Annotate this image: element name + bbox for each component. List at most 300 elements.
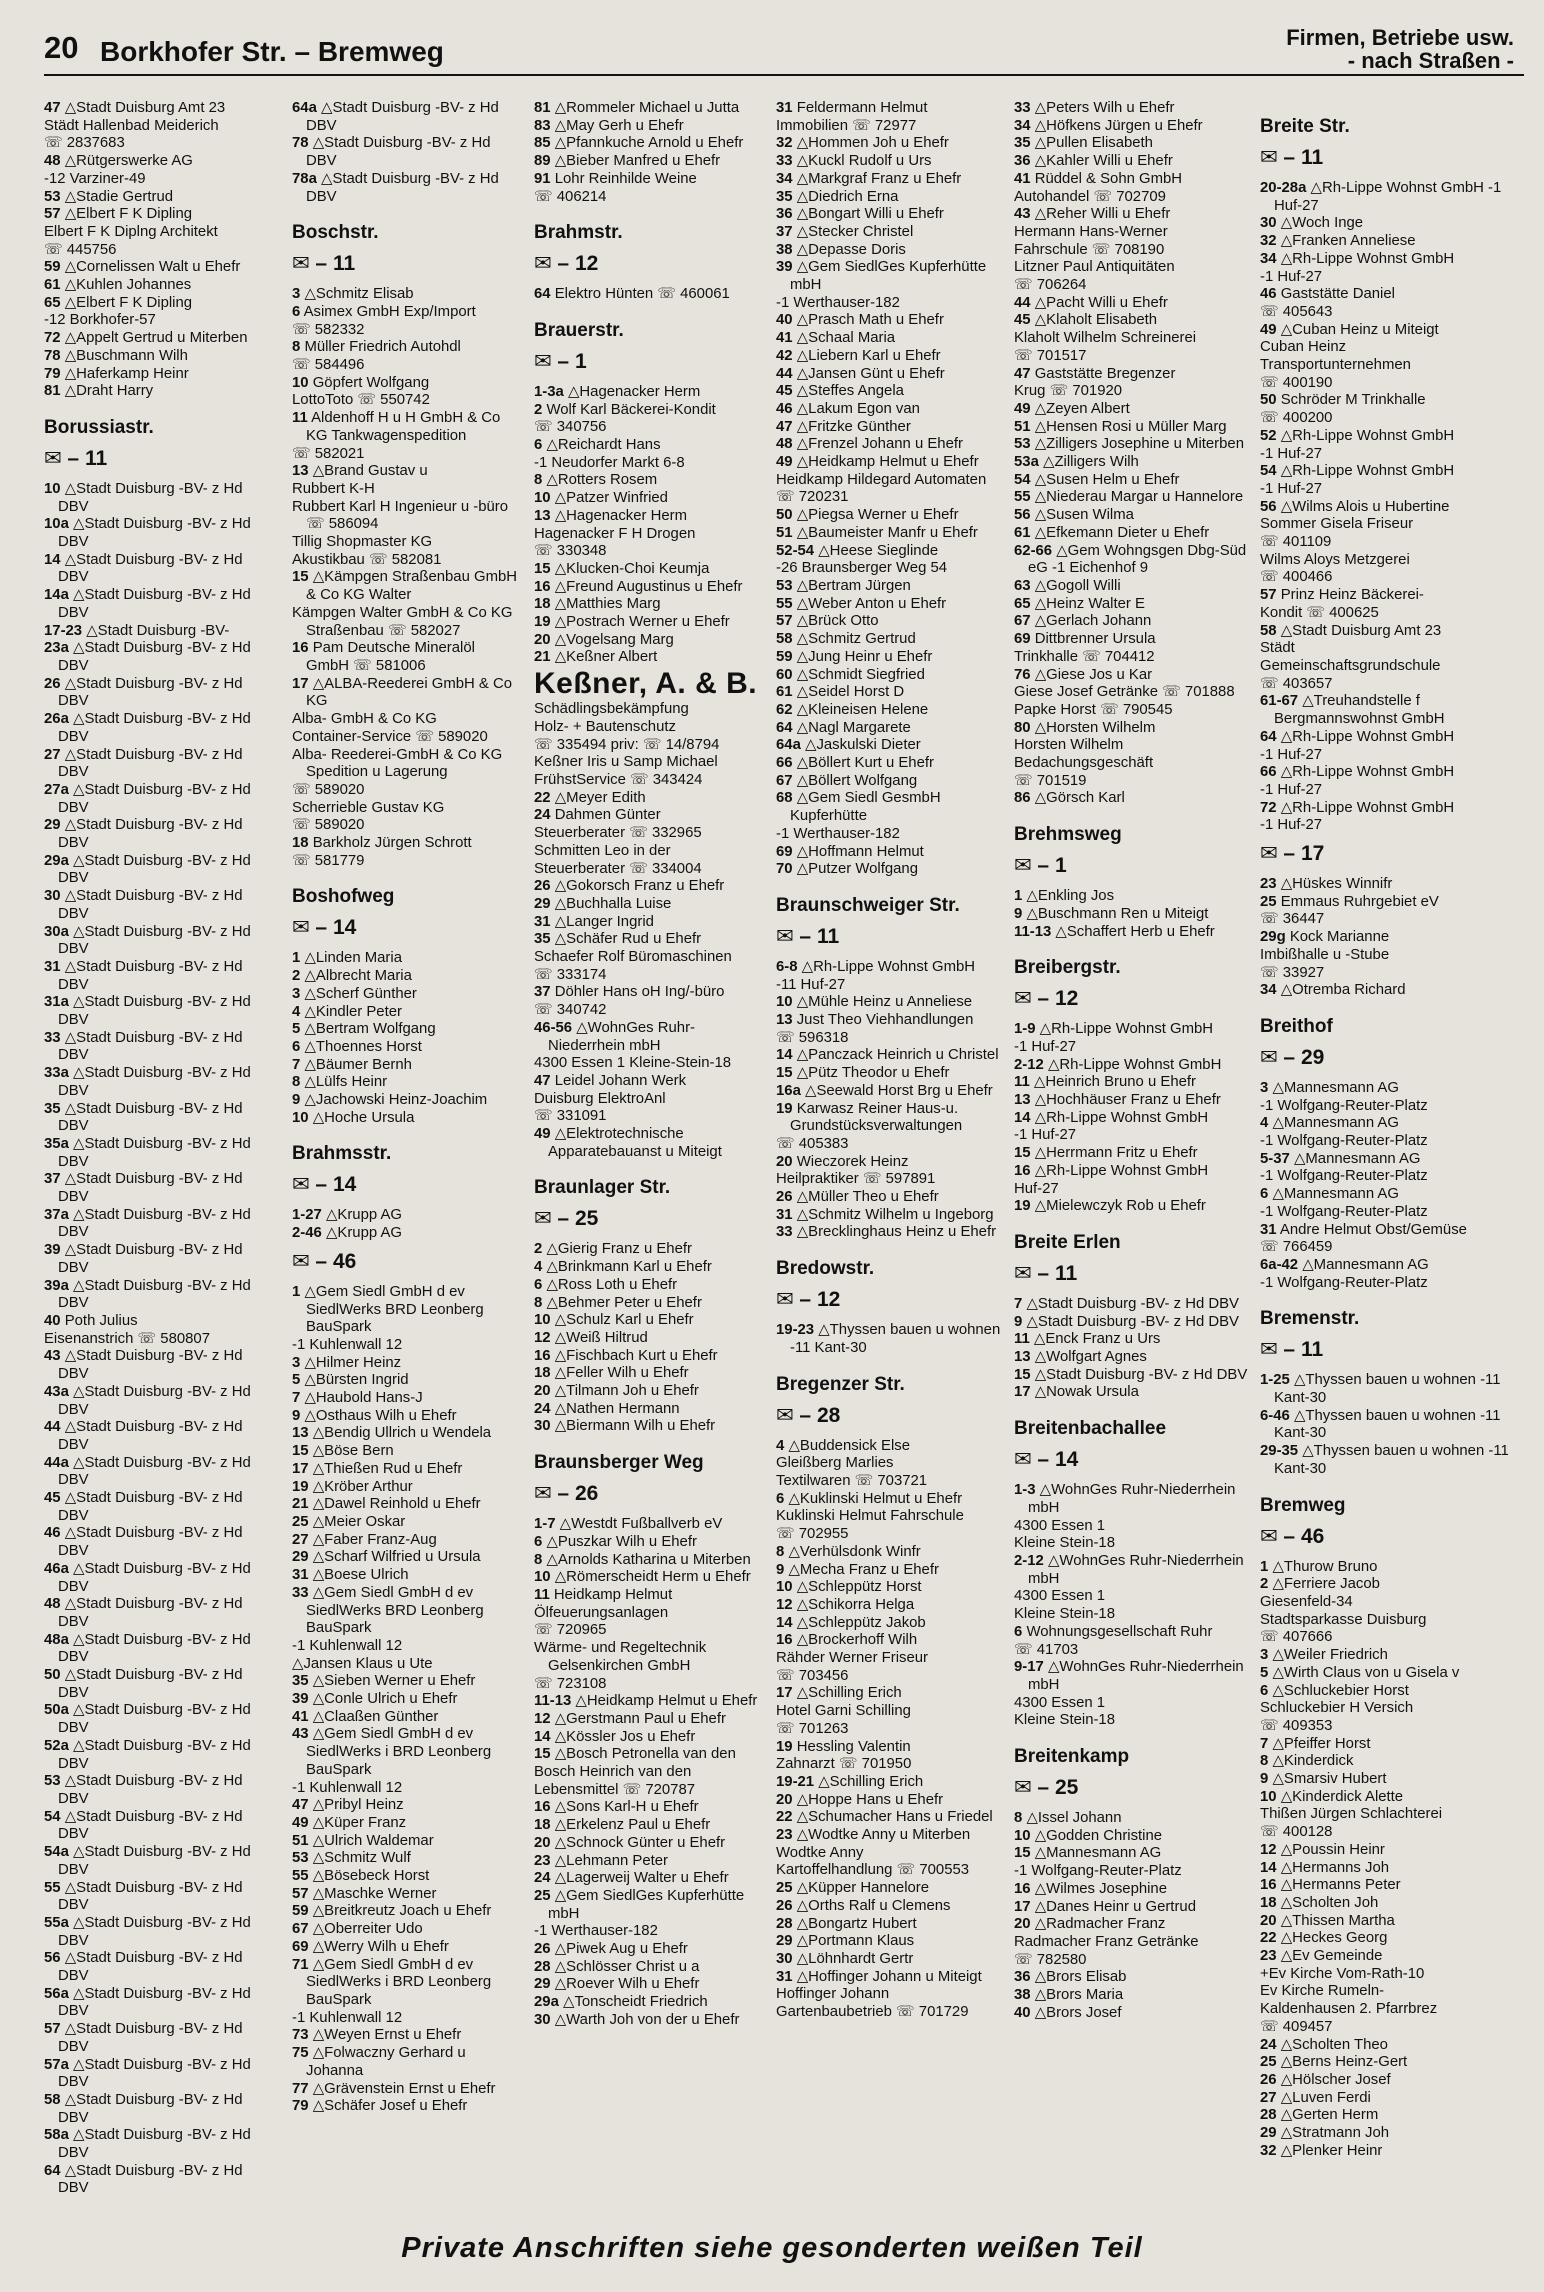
postal-district: ✉ – 14 [292, 1173, 357, 1197]
house-number: 15 [292, 569, 309, 586]
directory-entry [44, 924, 272, 959]
house-number: 43 [1014, 206, 1031, 223]
house-number: 78a [292, 170, 317, 187]
entry-text: Keßner Iris u Samp Michael [534, 754, 718, 771]
directory-entry [534, 1365, 766, 1383]
entry-text: △Lülfs Heinr [304, 1074, 388, 1091]
entry-text: △Stadt Duisburg -BV- z Hd DBV [58, 1596, 243, 1630]
entry-text: Hermann Hans-Werner [1014, 223, 1168, 240]
house-number: 39 [292, 1691, 309, 1708]
directory-entry [292, 1039, 518, 1057]
directory-entry [1260, 516, 1524, 534]
directory-entry [1014, 543, 1258, 578]
entry-text: △Efkemann Dieter u Ehefr [1034, 524, 1210, 541]
directory-entry [292, 1903, 518, 1921]
directory-entry [534, 1569, 766, 1587]
directory-entry [1014, 790, 1258, 808]
directory-entry [292, 1815, 518, 1833]
directory-entry [292, 1207, 518, 1225]
directory-entry [292, 1638, 518, 1656]
directory-columns [44, 100, 1524, 2208]
directory-entry [1260, 215, 1524, 233]
directory-entry [292, 1850, 518, 1868]
directory-entry [776, 977, 1014, 995]
directory-entry [44, 100, 272, 118]
entry-text: △Brecklinghaus Heinz u Ehefr [796, 1224, 997, 1241]
house-number: 47 [534, 1072, 551, 1089]
entry-text: △Wilmes Josephine [1034, 1880, 1167, 1897]
directory-entry [1014, 924, 1258, 942]
directory-entry [292, 782, 518, 800]
directory-entry [534, 1418, 766, 1436]
directory-entry [776, 1986, 1014, 2004]
house-number: 57 [1260, 587, 1277, 604]
house-number: 6a-42 [1260, 1256, 1299, 1273]
entry-text: ☏ 401109 [1260, 534, 1332, 551]
house-number: 43 [44, 1348, 61, 1365]
entry-text: △Maschke Werner [312, 1885, 437, 1902]
entry-text: Just Theo Viehhandlungen [796, 1012, 974, 1029]
house-number: 29 [44, 817, 61, 834]
directory-entry [776, 1455, 1014, 1473]
house-number: 23 [1260, 876, 1277, 893]
directory-entry [44, 206, 272, 224]
house-number: 11 [1014, 1331, 1030, 1348]
house-number: 22 [1260, 1930, 1277, 1947]
directory-entry [1260, 965, 1524, 983]
house-number: 66 [776, 755, 793, 772]
entry-text: Bosch Heinrich van den [534, 1764, 692, 1781]
directory-entry [292, 676, 518, 711]
entry-text: △Westdt Fußballverb eV [559, 1516, 723, 1533]
directory-entry [1014, 755, 1258, 773]
entry-text: △Stadt Duisburg -BV- z Hd DBV [58, 1914, 251, 1949]
entry-text: △Radmacher Franz [1034, 1916, 1166, 1933]
directory-entry [44, 1950, 272, 1985]
house-number: 8 [1014, 1810, 1023, 1827]
entry-text: △Brockerhoff Wilh [796, 1632, 918, 1649]
entry-text: △Schilling Erich [818, 1773, 924, 1790]
house-number: 8 [534, 1294, 543, 1311]
entry-text: ☏ 720965 [534, 1622, 607, 1639]
house-number: 27 [292, 1531, 309, 1548]
directory-entry [534, 384, 766, 402]
entry-text: △Conle Ulrich u Ehefr [312, 1691, 458, 1708]
directory-entry [44, 1773, 272, 1808]
directory-entry [776, 1916, 1014, 1934]
directory-entry [1014, 189, 1258, 207]
entry-text: △Schmitz Wilhelm u Ingeborg [796, 1206, 994, 1223]
entry-text: -1 Kuhlenwall 12 [292, 1336, 403, 1353]
entry-text: △Herrmann Fritz u Ehefr [1034, 1145, 1198, 1162]
entry-text: △Hölscher Josef [1280, 2071, 1391, 2088]
directory-entry [44, 1242, 272, 1277]
house-number: 30 [776, 1950, 793, 1967]
house-number: 17 [1014, 1898, 1031, 1915]
house-number: 10 [534, 490, 551, 507]
directory-entry [534, 1853, 766, 1871]
entry-text: Dittbrenner Ursula [1034, 631, 1156, 648]
directory-entry [1014, 1899, 1258, 1917]
house-number: 54 [1014, 471, 1031, 488]
directory-entry [534, 1534, 766, 1552]
directory-entry [1014, 1482, 1258, 1517]
directory-entry [534, 772, 766, 790]
directory-entry [776, 1136, 1014, 1154]
entry-text: △Bösebeck Horst [312, 1868, 430, 1885]
entry-text: △Hoppe Hans u Ehefr [796, 1791, 944, 1808]
entry-text: △Mecha Franz u Ehefr [788, 1561, 939, 1578]
directory-entry [1014, 171, 1258, 189]
house-number: 40 [776, 312, 793, 329]
directory-entry [292, 1797, 518, 1815]
postal-district: ✉ – 46 [1260, 1524, 1325, 1548]
house-number: 10 [776, 1579, 793, 1596]
entry-text: ☏ 340742 [534, 1002, 607, 1019]
entry-text: Heidkamp Helmut [553, 1587, 673, 1603]
house-number: 18 [534, 1365, 551, 1382]
entry-text: △Depasse Doris [796, 241, 906, 258]
directory-entry [1014, 330, 1258, 348]
directory-entry [44, 330, 272, 348]
house-number: 53 [292, 1850, 309, 1867]
entry-text: △Lakum Egon van [796, 400, 920, 417]
entry-text: △Stadt Duisburg -BV- z Hd DBV [58, 587, 251, 621]
entry-text: Radmacher Franz Getränke [1014, 1933, 1199, 1950]
directory-entry [534, 701, 766, 719]
entry-text: Giese Josef Getränke ☏ 701888 [1014, 684, 1235, 701]
house-number: 57 [292, 1885, 309, 1902]
entry-text: -1 Wolfgang-Reuter-Platz [1260, 1168, 1428, 1185]
street-heading: Breibergstr. [1014, 957, 1121, 979]
directory-entry [776, 1438, 1014, 1456]
house-number: 57 [44, 206, 61, 223]
house-number: 78 [292, 135, 309, 152]
entry-text: -11 Huf-27 [776, 976, 846, 993]
directory-entry [776, 348, 1014, 366]
directory-entry [776, 419, 1014, 437]
house-number: 47 [1014, 365, 1031, 382]
entry-text: Gemeinschaftsgrundschule [1260, 657, 1441, 674]
entry-text: △Stadt Duisburg -BV- z Hd DBV [58, 888, 243, 922]
house-number: 30 [534, 1418, 551, 1435]
directory-entry [292, 1496, 518, 1514]
house-number: 71 [292, 1956, 309, 1973]
directory-entry [1260, 1612, 1524, 1630]
entry-text: ☏ 701263 [776, 1720, 849, 1737]
directory-entry [1014, 1642, 1258, 1660]
directory-entry [1014, 737, 1258, 755]
house-number: 7 [1260, 1735, 1269, 1752]
house-number: 85 [534, 135, 551, 152]
entry-text: △Seewald Horst Brg u Ehefr [805, 1082, 993, 1099]
house-number: 9 [776, 1561, 785, 1578]
street-heading: Borussiastr. [44, 416, 154, 438]
house-number: 59 [292, 1903, 309, 1920]
directory-entry [776, 1898, 1014, 1916]
directory-entry [776, 436, 1014, 454]
directory-entry [534, 508, 766, 526]
directory-entry [1260, 1133, 1524, 1151]
entry-text: △Verhülsdonk Winfr [788, 1543, 921, 1560]
entry-text: △Patzer Winfried [554, 490, 668, 507]
entry-text: △Stecker Christel [796, 223, 914, 240]
directory-entry [1260, 1115, 1524, 1133]
entry-text: -1 Werthauser-182 [776, 825, 900, 842]
house-number: 24 [1260, 2036, 1277, 2053]
directory-entry [1014, 1881, 1258, 1899]
directory-entry [292, 357, 518, 375]
entry-text: △Weiß Hiltrud [554, 1329, 648, 1346]
entry-text: 4300 Essen 1 Kleine-Stein-18 [534, 1055, 732, 1072]
house-number: 1 [1014, 888, 1023, 905]
postal-district: ✉ – 11 [776, 924, 840, 948]
entry-text: △Oberreiter Udo [312, 1921, 423, 1938]
entry-text: △Rh-Lippe Wohnst GmbH -1 Huf-27 [1274, 180, 1502, 214]
house-number: 13 [534, 507, 551, 524]
house-number: 25 [776, 1880, 793, 1897]
house-number: 37 [776, 223, 793, 240]
house-number: 61-67 [1260, 693, 1299, 710]
directory-entry [534, 1330, 766, 1348]
directory-entry [44, 552, 272, 587]
directory-entry [776, 1224, 1014, 1242]
entry-text: △Hermanns Peter [1280, 1877, 1401, 1894]
directory-entry [1260, 428, 1524, 446]
house-number: 50 [1260, 392, 1277, 409]
entry-text: △Rh-Lippe Wohnst GmbH [1280, 799, 1455, 816]
directory-entry [534, 1799, 766, 1817]
entry-text: △Weyen Ernst u Ehefr [312, 2027, 462, 2044]
directory-entry [534, 153, 766, 171]
directory-entry [1014, 1110, 1258, 1128]
directory-entry [776, 401, 1014, 419]
directory-entry [292, 392, 518, 410]
entry-text: △Claaßen Günther [312, 1708, 439, 1725]
postal-district: ✉ – 11 [292, 252, 356, 276]
directory-entry [534, 100, 766, 118]
entry-text: △Stadt Duisburg -BV- z Hd DBV [58, 923, 251, 958]
house-number: 33a [44, 1065, 69, 1082]
directory-entry [292, 1372, 518, 1390]
street-heading: Breite Str. [1260, 116, 1350, 137]
entry-text: △Hensen Rosi u Müller Marg [1034, 418, 1227, 435]
house-number: 29 [776, 1933, 793, 1950]
entry-text: △Prasch Math u Ehefr [796, 312, 944, 329]
house-number: 10 [534, 1312, 551, 1329]
directory-entry [776, 1933, 1014, 1951]
postal-district: ✉ – 11 [1260, 1338, 1324, 1362]
house-number: 13 [1014, 1092, 1031, 1109]
entry-text: ☏ 335494 priv: ☏ 14/8794 [534, 736, 720, 753]
entry-text: △Böllert Wolfgang [796, 772, 918, 789]
house-number: 38 [1014, 1987, 1031, 2004]
house-number: 48 [44, 1596, 61, 1613]
house-number: 12 [534, 1329, 551, 1346]
directory-entry [1014, 613, 1258, 631]
directory-entry [1260, 2054, 1524, 2072]
house-number: 25 [1260, 2054, 1277, 2071]
directory-entry [534, 737, 766, 755]
directory-entry [534, 437, 766, 455]
house-number: 14 [44, 551, 61, 568]
postal-district: ✉ – 28 [776, 1403, 841, 1427]
entry-text: △Bongart Willi u Ehefr [796, 206, 944, 223]
directory-entry [534, 632, 766, 650]
directory-entry [292, 463, 518, 481]
directory-entry [776, 755, 1014, 773]
directory-entry [1014, 100, 1258, 118]
entry-text: △Heckes Georg [1280, 1930, 1388, 1947]
directory-entry [1014, 1659, 1258, 1694]
house-number: 54 [1260, 463, 1277, 480]
entry-text: △WohnGes Ruhr-Niederrhein mbH [548, 1019, 695, 1054]
directory-entry [1260, 481, 1524, 499]
directory-entry [1014, 1969, 1258, 1987]
entry-text: △Jansen Klaus u Ute [292, 1655, 433, 1672]
entry-text: Städt [1260, 640, 1295, 657]
house-number: 3 [1260, 1079, 1269, 1096]
entry-text: △Hoffmann Helmut [796, 843, 924, 860]
directory-entry [1014, 1163, 1258, 1181]
directory-entry [1014, 1916, 1258, 1934]
directory-entry [1260, 911, 1524, 929]
entry-text: △Stadt Duisburg -BV- z Hd DBV [58, 781, 251, 816]
house-number: 72 [1260, 799, 1277, 816]
directory-entry [534, 1055, 766, 1073]
directory-entry [534, 1348, 766, 1366]
house-number: 20 [776, 1153, 793, 1170]
directory-entry [1260, 1559, 1524, 1577]
house-number: 76 [1014, 666, 1031, 683]
postal-district: ✉ – 14 [292, 916, 357, 940]
directory-entry [1260, 1806, 1524, 1824]
entry-text: △Gerlach Johann [1034, 613, 1152, 630]
entry-text: ☏ 400200 [1260, 410, 1333, 427]
entry-text: △Lagerweij Walter u Ehefr [554, 1870, 729, 1887]
house-number: 33 [776, 1224, 793, 1241]
house-number: 49 [1260, 321, 1277, 338]
entry-text: -1 Huf-27 [1260, 817, 1323, 834]
directory-entry [1260, 947, 1524, 965]
entry-text: Elektro Hünten ☏ 460061 [554, 286, 730, 303]
entry-text: △Franken Anneliese [1280, 233, 1416, 250]
directory-entry [292, 1709, 518, 1727]
entry-text: △Stadt Duisburg -BV- z Hd DBV [58, 817, 243, 852]
directory-entry [776, 1083, 1014, 1101]
house-number: 7 [1014, 1295, 1023, 1312]
entry-text: Duisburg ElektroAnl [534, 1090, 666, 1107]
directory-entry [1014, 242, 1258, 260]
directory-entry [1014, 1367, 1258, 1385]
directory-entry [44, 1313, 272, 1331]
directory-entry [534, 1870, 766, 1888]
directory-entry [44, 1101, 272, 1136]
directory-entry [1014, 419, 1258, 437]
entry-text: △Appelt Gertrud u Miterben [64, 330, 248, 347]
directory-entry [44, 2092, 272, 2127]
directory-entry [292, 1886, 518, 1904]
entry-text: Horsten Wilhelm [1014, 737, 1124, 754]
directory-entry [1014, 702, 1258, 720]
house-number: 27a [44, 781, 69, 798]
directory-entry [44, 1419, 272, 1454]
house-number: 73 [292, 2027, 309, 2044]
entry-text: Kartoffelhandlung ☏ 700553 [776, 1862, 970, 1879]
directory-entry [292, 1656, 518, 1674]
directory-entry [534, 949, 766, 967]
house-number: 33 [1014, 100, 1031, 116]
house-number: 15 [776, 1065, 793, 1082]
directory-entry [1014, 1296, 1258, 1314]
entry-text: △Niederau Margar u Hannelore [1034, 489, 1244, 506]
house-number: 31 [44, 958, 61, 975]
directory-entry [1014, 773, 1258, 791]
entry-text: △Schumacher Hans u Friedel [796, 1809, 993, 1826]
entry-text: △Schaal Maria [796, 330, 896, 347]
house-number: 57 [44, 2021, 61, 2038]
directory-entry [44, 1207, 272, 1242]
directory-entry [1014, 312, 1258, 330]
house-number: 57 [776, 613, 793, 630]
entry-text: △Stadt Duisburg -BV- z Hd DBV [58, 1702, 251, 1737]
directory-entry [292, 1225, 518, 1243]
entry-text: -1 Huf-27 [1260, 268, 1323, 285]
directory-entry [292, 339, 518, 357]
directory-entry [776, 1508, 1014, 1526]
house-number: 15 [534, 1746, 551, 1763]
house-number: 56 [1014, 507, 1031, 524]
entry-text: ☏ 405383 [776, 1135, 849, 1152]
entry-text: -1 Huf-27 [1260, 445, 1323, 462]
directory-entry [1260, 1789, 1524, 1807]
directory-entry [1260, 1372, 1524, 1407]
directory-entry [1014, 578, 1258, 596]
entry-text: Scherrieble Gustav KG [292, 799, 445, 816]
entry-text: △Scharf Wilfried u Ursula [312, 1549, 481, 1566]
entry-text: ☏ 407666 [1260, 1629, 1333, 1646]
house-number: 3 [292, 1354, 301, 1371]
entry-text: Papke Horst ☏ 790545 [1014, 701, 1173, 718]
entry-text: △Osthaus Wilh u Ehefr [304, 1407, 457, 1424]
postal-district: ✉ – 1 [1014, 854, 1067, 878]
entry-text: △Gem SiedlGes Kupferhütte mbH [790, 259, 987, 294]
directory-entry [44, 1030, 272, 1065]
directory-entry [534, 419, 766, 437]
house-number: 56 [44, 1950, 61, 1967]
directory-entry [1260, 269, 1524, 287]
entry-text: △Stadt Duisburg -BV- z Hd DBV [306, 100, 499, 134]
entry-text: ☏ 766459 [1260, 1239, 1333, 1256]
directory-entry [776, 631, 1014, 649]
entry-text: △Vogelsang Marg [554, 631, 674, 648]
house-number: 16 [1014, 1162, 1031, 1179]
directory-entry [1260, 1983, 1524, 2001]
directory-entry [776, 543, 1014, 561]
entry-text: △Reher Willi u Ehefr [1034, 206, 1171, 223]
entry-text: △Rh-Lippe Wohnst GmbH [1280, 250, 1455, 267]
directory-entry [44, 171, 272, 189]
directory-entry [292, 1514, 518, 1532]
directory-entry [1014, 472, 1258, 490]
directory-entry [534, 1277, 766, 1295]
entry-text: △Stadt Duisburg -BV- z Hd DBV [58, 1808, 243, 1843]
directory-entry [776, 1685, 1014, 1703]
house-number: 43a [44, 1383, 69, 1400]
directory-entry [44, 1738, 272, 1773]
entry-text: Kleine Stein-18 [1014, 1712, 1115, 1729]
directory-entry [1260, 640, 1524, 658]
